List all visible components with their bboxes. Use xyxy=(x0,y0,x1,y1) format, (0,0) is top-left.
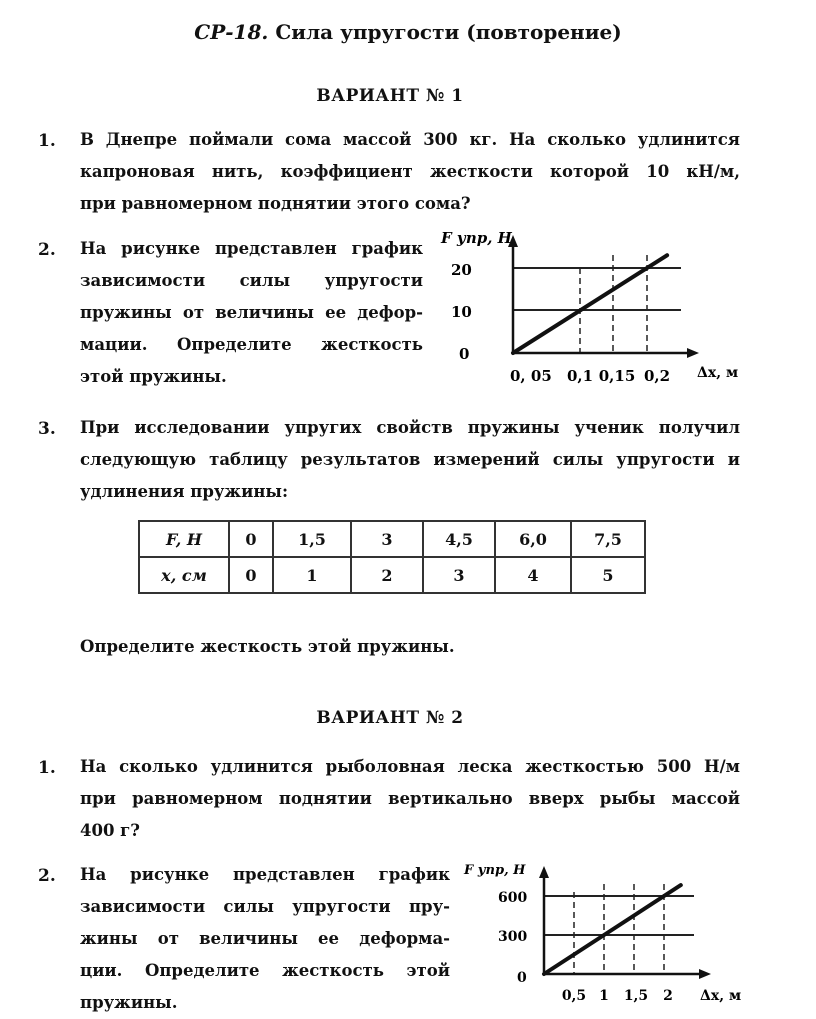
variant-1-heading: ВАРИАНТ № 1 xyxy=(316,86,464,106)
v1-q2-number: 2. xyxy=(38,240,56,260)
text-line: пружины от величины ее дефор- xyxy=(80,303,423,322)
text-line: мации. Определите жесткость xyxy=(80,335,423,354)
v1-q1-number: 1. xyxy=(38,131,56,151)
text-line: 400 г? xyxy=(80,821,140,840)
text-line: этой пружины. xyxy=(80,367,227,386)
series-line xyxy=(544,885,681,974)
chart-2-plot xyxy=(544,885,681,974)
v1-q3-number: 3. xyxy=(38,419,56,439)
v2-q1-number: 1. xyxy=(38,758,56,778)
x-axis-arrow xyxy=(699,969,711,979)
v2-q1-text xyxy=(80,751,740,847)
y-axis-arrow xyxy=(539,866,549,878)
y-tick-label: 300 xyxy=(498,929,528,945)
table-cell: x, см xyxy=(139,557,229,593)
v1-q2-text xyxy=(80,233,423,393)
y-tick-label: 10 xyxy=(451,303,472,321)
y-tick-label: 600 xyxy=(498,890,528,906)
y-tick-label: 20 xyxy=(451,261,472,279)
measurement-table xyxy=(138,520,646,594)
series-line xyxy=(513,255,667,353)
table-cell: 5 xyxy=(571,557,645,593)
table-cell: 0 xyxy=(229,521,273,557)
table-cell: 3 xyxy=(423,557,495,593)
x-tick-label: 0,1 xyxy=(566,367,594,385)
text-line: пружины. xyxy=(80,993,178,1012)
table-cell: 4 xyxy=(495,557,571,593)
table-row xyxy=(139,557,645,593)
table-cell: 2 xyxy=(351,557,423,593)
x-tick-label: 0,5 xyxy=(561,988,587,1004)
text-line: На рисунке представлен график xyxy=(80,239,423,258)
table-cell: 3 xyxy=(351,521,423,557)
chart-1 xyxy=(435,225,765,395)
text-line: удлинения пружины: xyxy=(80,482,289,501)
text-line: зависимости силы упругости xyxy=(80,271,423,290)
title-text: Сила упругости (повторение) xyxy=(275,20,622,44)
text-line: При исследовании упругих свойств пружины ученик получил xyxy=(80,418,740,437)
x-tick-label: 1 xyxy=(599,988,609,1004)
table-cell: 1 xyxy=(273,557,351,593)
x-tick-label: 2 xyxy=(663,988,673,1004)
text-line: На сколько удлинится рыболовная леска жесткостью 500 Н/м xyxy=(80,757,740,776)
table-cell: 6,0 xyxy=(495,521,571,557)
v2-q2-text xyxy=(80,859,450,1019)
text-line: зависимости силы упругости пру- xyxy=(80,897,450,916)
y-tick-label: 0 xyxy=(459,345,470,363)
chart-1-plot xyxy=(513,255,667,353)
table-cell: 4,5 xyxy=(423,521,495,557)
x-tick-label: 0,15 xyxy=(598,367,636,385)
text-line: ции. Определите жесткость этой xyxy=(80,961,450,980)
title-code: СР-18. xyxy=(194,20,269,44)
v2-q2-number: 2. xyxy=(38,866,56,886)
chart-2 xyxy=(462,852,762,1012)
v1-q3-after: Определите жесткость этой пружины. xyxy=(80,637,455,656)
text-line: следующую таблицу результатов измерений силы упругости и xyxy=(80,450,740,469)
table-cell: 7,5 xyxy=(571,521,645,557)
chart-2-y-label: F упр, Н xyxy=(464,863,526,878)
x-axis-arrow xyxy=(687,348,699,358)
y-tick-label: 0 xyxy=(517,970,527,986)
text-line: при равномерном поднятии этого сома? xyxy=(80,194,471,213)
text-line: капроновая нить, коэффициент жесткости которой 10 кН/м, xyxy=(80,162,740,181)
v1-q1-text xyxy=(80,124,740,220)
table-cell: 0 xyxy=(229,557,273,593)
page-title xyxy=(0,20,816,44)
chart-1-y-label: F упр, Н xyxy=(441,229,512,247)
table-cell: F, Н xyxy=(139,521,229,557)
table-row xyxy=(139,521,645,557)
text-line: при равномерном поднятии вертикально вверх рыбы массой xyxy=(80,789,740,808)
x-tick-label: 0, 05 xyxy=(510,367,552,385)
x-tick-label: 1,5 xyxy=(623,988,649,1004)
variant-2-heading: ВАРИАНТ № 2 xyxy=(316,708,464,728)
v1-q3-text xyxy=(80,412,740,508)
text-line: На рисунке представлен график xyxy=(80,865,450,884)
text-line: В Днепре поймали сома массой 300 кг. На сколько удлинится xyxy=(80,130,740,149)
chart-2-x-label: Δx, м xyxy=(700,988,742,1004)
table-cell: 1,5 xyxy=(273,521,351,557)
chart-1-x-label: Δx, м xyxy=(697,365,739,381)
text-line: жины от величины ее деформа- xyxy=(80,929,450,948)
x-tick-label: 0,2 xyxy=(643,367,671,385)
